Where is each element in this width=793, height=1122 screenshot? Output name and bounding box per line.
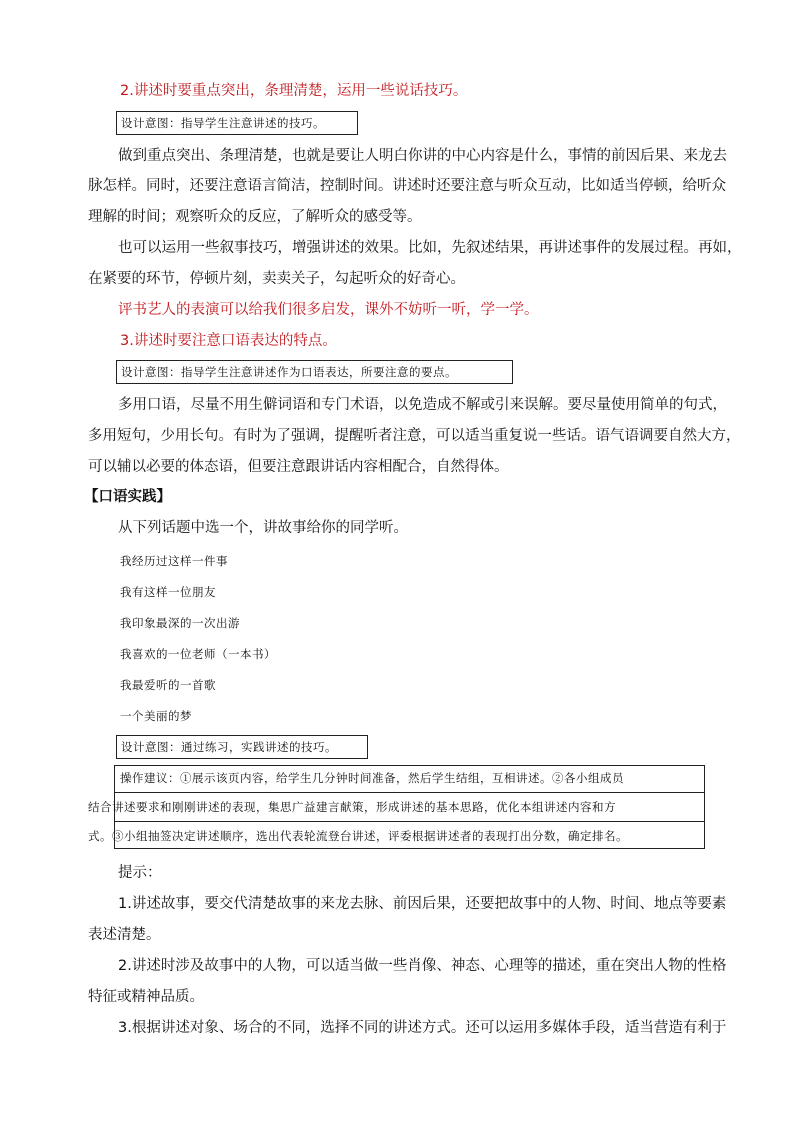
topic-item: 我经历过这样一件事	[120, 554, 228, 568]
operation-suggestion-line: 操作建议：①展示该页内容，给学生几分钟时间准备，然后学生结组，互相讲述。②各小组成员	[120, 771, 624, 785]
hint-line: 1.讲述故事，要交代清楚故事的来龙去脉、前因后果，还要把故事中的人物、时间、地点等要素	[118, 896, 727, 912]
tip-line: 评书艺人的表演可以给我们很多启发，课外不妨听一听，学一学。	[118, 302, 539, 318]
hint-line: 3.根据讲述对象、场合的不同，选择不同的讲述方式。还可以运用多媒体手段，适当营造有利于	[118, 1020, 727, 1036]
hint-line: 2.讲述时涉及故事中的人物，可以适当做一些肖像、神态、心理等的描述，重在突出人物的性格	[118, 958, 727, 974]
topic-item: 我有这样一位朋友	[120, 585, 216, 599]
divider	[115, 792, 704, 793]
topic-item: 我喜欢的一位老师（一本书）	[120, 647, 276, 661]
paragraph-line: 多用短句，少用长句。有时为了强调，提醒听者注意，可以适当重复说一些话。语气语调要自然大方，	[88, 428, 741, 444]
hint-line: 特征或精神品质。	[88, 989, 204, 1005]
design-intent-text-3: 设计意图：通过练习，实践讲述的技巧。	[121, 740, 337, 754]
topic-item: 我最爱听的一首歌	[120, 678, 216, 692]
hint-line: 表述清楚。	[88, 927, 161, 943]
paragraph-line: 脉怎样。同时，还要注意语言简洁，控制时间。讲述时还要注意与听众互动，比如适当停顿，给听众	[88, 178, 726, 194]
paragraph-line: 多用口语，尽量不用生僻词语和专门术语，以免造成不解或引来误解。要尽量使用简单的句式，	[118, 397, 727, 413]
paragraph-line: 理解的时间；观察听众的反应，了解听众的感受等。	[88, 209, 422, 225]
operation-suggestion-line: 式。③小组抽签决定讲述顺序，选出代表轮流登台讲述，评委根据讲述者的表现打出分数，确定排名。	[88, 829, 628, 843]
topic-item: 我印象最深的一次出游	[120, 616, 240, 630]
operation-suggestion-line: 结合讲述要求和刚刚讲述的表现，集思广益建言献策，形成讲述的基本思路，优化本组讲述内容和方	[88, 800, 616, 814]
paragraph-line: 也可以运用一些叙事技巧，增强讲述的效果。比如，先叙述结果，再讲述事件的发展过程。再如，	[118, 240, 742, 256]
practice-intro: 从下列话题中选一个，讲故事给你的同学听。	[118, 520, 408, 536]
paragraph-line: 做到重点突出、条理清楚，也就是要让人明白你讲的中心内容是什么，事情的前因后果、来龙去	[118, 148, 727, 164]
practice-title: 【口语实践】	[84, 489, 171, 505]
design-intent-text-1: 设计意图：指导学生注意讲述的技巧。	[121, 116, 325, 130]
paragraph-line: 在紧要的环节，停顿片刻，卖卖关子，勾起听众的好奇心。	[88, 271, 465, 287]
section-2-heading: 2.讲述时要重点突出，条理清楚，运用一些说话技巧。	[120, 83, 468, 99]
section-3-heading: 3.讲述时要注意口语表达的特点。	[120, 333, 337, 349]
topic-item: 一个美丽的梦	[120, 709, 192, 723]
hints-label: 提示：	[118, 865, 162, 881]
paragraph-line: 可以辅以必要的体态语，但要注意跟讲话内容相配合，自然得体。	[88, 459, 509, 475]
design-intent-text-2: 设计意图：指导学生注意讲述作为口语表达，所要注意的要点。	[121, 365, 457, 379]
divider	[115, 821, 704, 822]
